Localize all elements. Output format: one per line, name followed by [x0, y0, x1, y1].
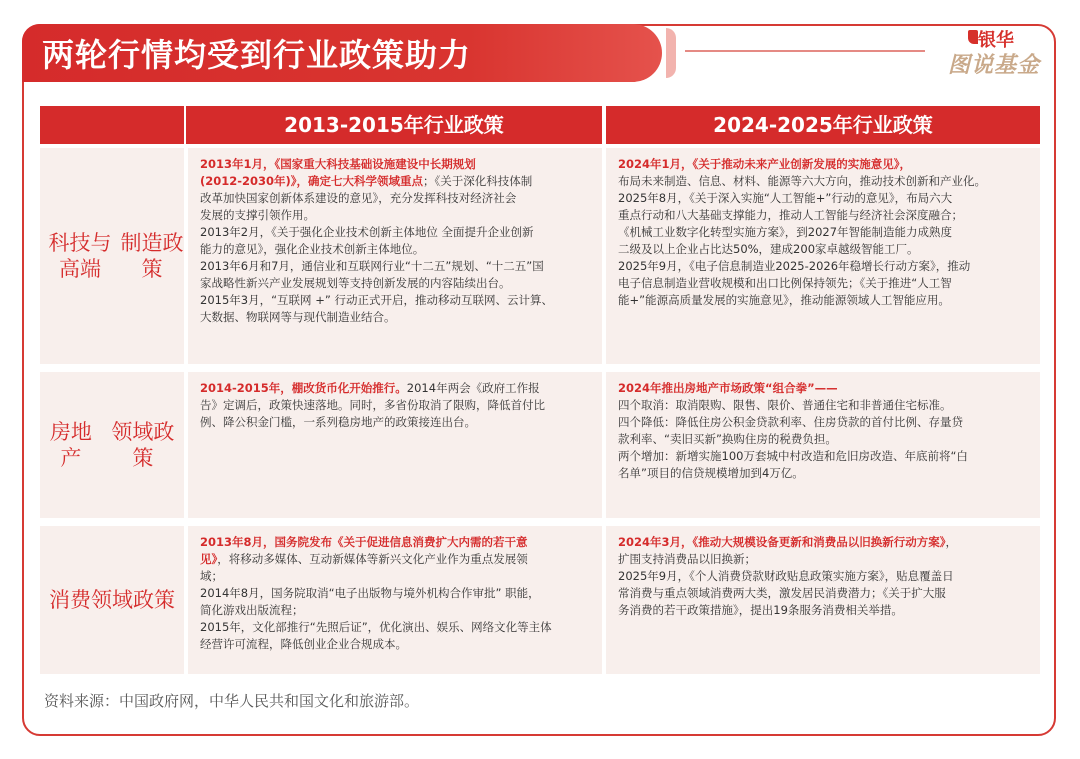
- policy-text-line: [200, 414, 592, 431]
- policy-text: 2025年8月，《关于深入实施“人工智能+”行动的意见》，布局六大: [618, 191, 953, 205]
- policy-text-line: [200, 602, 592, 619]
- policy-cell-2024-2025: [606, 526, 1040, 674]
- policy-text: 大数据、物联网等与现代制造业结合。: [200, 310, 396, 324]
- policy-text-line: [200, 224, 592, 241]
- policy-text-line: [618, 258, 1030, 275]
- policy-text-line: [200, 309, 592, 326]
- policy-text: 四个取消：取消限购、限售、限价、普通住宅和非普通住宅标准。: [618, 398, 952, 412]
- policy-text-line: [618, 224, 1030, 241]
- policy-highlight: 2013年1月，《国家重大科技基础设施建设中长期规划: [200, 157, 476, 171]
- policy-cell-2024-2025: [606, 372, 1040, 518]
- policy-text: 2013年6月和7月，通信业和互联网行业“十二五”规划、“十二五”国: [200, 259, 544, 273]
- policy-text: 家战略性新兴产业发展规划等支持创新发展的内容陆续出台。: [200, 276, 511, 290]
- policy-text: 经营许可流程，降低创业企业合规成本。: [200, 637, 407, 651]
- policy-text-line: [200, 551, 592, 568]
- policy-highlight: 2024年推出房地产市场政策“组合拳”——: [618, 381, 838, 395]
- policy-text-line: [618, 275, 1030, 292]
- policy-text-line: [200, 534, 592, 551]
- row-category: [40, 148, 184, 364]
- policy-text-line: [200, 258, 592, 275]
- category-label-line: 领域政策: [111, 420, 175, 470]
- policy-text: 告》定调后，政策快速落地。同时，多省份取消了限购，降低首付比: [200, 398, 545, 412]
- title-underline: [685, 50, 925, 52]
- policy-text-line: [200, 636, 592, 653]
- policy-text: 2013年2月，《关于强化企业技术创新主体地位 全面提升企业创新: [200, 225, 534, 239]
- table-header-2024-2025: 2024-2025年行业政策: [606, 106, 1040, 144]
- policy-text: 例、降公积金门槛，一系列稳房地产的政策接连出台。: [200, 415, 476, 429]
- policy-cell-2024-2025: [606, 148, 1040, 364]
- policy-text: 重点行动和八大基础支撑能力，推动人工智能与经济社会深度融合；: [618, 208, 963, 222]
- policy-text-line: [200, 380, 592, 397]
- policy-highlight: 2024年1月，《关于推动未来产业创新发展的实施意见》，: [618, 157, 912, 171]
- policy-cell-2013-2015: [188, 148, 602, 364]
- policy-highlight: 2024年3月，《推动大规模设备更新和消费品以旧换新行动方案》: [618, 535, 946, 549]
- category-label-line: 科技与高端: [48, 231, 112, 281]
- policy-text: 名单”项目的信贷规模增加到4万亿。: [618, 466, 804, 480]
- brand-logo: [948, 26, 1058, 76]
- policy-text-line: [618, 207, 1030, 224]
- table-header-2013-2015: 2013-2015年行业政策: [186, 106, 602, 144]
- policy-highlight: 2013年8月，国务院发布《关于促进信息消费扩大内需的若干意: [200, 535, 528, 549]
- policy-text: 2025年9月，《电子信息制造业2025-2026年稳增长行动方案》，推动: [618, 259, 971, 273]
- policy-text: 二级及以上企业占比达50%，建成200家卓越级智能工厂。: [618, 242, 919, 256]
- policy-text-line: [618, 173, 1030, 190]
- policy-text: 布局未来制造、信息、材料、能源等六大方向，推动技术创新和产业化。: [618, 174, 986, 188]
- policy-text: 2015年，文化部推行“先照后证”，优化演出、娱乐、网络文化等主体: [200, 620, 552, 634]
- policy-text: 常消费与重点领域消费两大类，激发居民消费潜力；《关于扩大服: [618, 586, 946, 600]
- policy-text-line: [618, 380, 1030, 397]
- source-note: 资料来源：中国政府网，中华人民共和国文化和旅游部。: [44, 692, 420, 710]
- policy-text: 《机械工业数字化转型实施方案》，到2027年智能制造能力成熟度: [618, 225, 953, 239]
- policy-text: 2014年两会《政府工作报: [406, 381, 540, 395]
- category-label-line: 房地产: [49, 420, 92, 470]
- policy-highlight: 2014-2015年，棚改货币化开始推行。: [200, 381, 407, 395]
- policy-text: 发展的支撑引领作用。: [200, 208, 315, 222]
- policy-text-line: [618, 431, 1030, 448]
- category-label-line: 领域政策: [91, 588, 175, 612]
- policy-text: 2014年8月，国务院取消“电子出版物与境外机构合作审批” 职能，: [200, 586, 540, 600]
- policy-text: 2015年3月，“互联网 +” 行动正式开启，推动移动互联网、云计算、: [200, 293, 553, 307]
- policy-text-line: [200, 619, 592, 636]
- policy-text: 务消费的若干政策措施》，提出19条服务消费相关举措。: [618, 603, 903, 617]
- policy-text-line: [618, 448, 1030, 465]
- policy-highlight: (2012-2030年)》，确定七大科学领域重点: [200, 174, 424, 188]
- policy-text: 款利率、“卖旧买新”换购住房的税费负担。: [618, 432, 837, 446]
- policy-text-line: [618, 585, 1030, 602]
- policy-text: 能力的意见》，强化企业技术创新主体地位。: [200, 242, 425, 256]
- policy-text: 两个增加：新增实施100万套城中村改造和危旧房改造、年底前将“白: [618, 449, 968, 463]
- policy-text-line: [618, 414, 1030, 431]
- table-header-corner: [40, 106, 184, 144]
- policy-cell-2013-2015: [188, 372, 602, 518]
- policy-text-line: [200, 156, 592, 173]
- policy-text: 2025年9月，《个人消费贷款财政贴息政策实施方案》，贴息覆盖日: [618, 569, 954, 583]
- logo-mark-icon: [968, 30, 978, 44]
- policy-text-line: [618, 602, 1030, 619]
- policy-highlight: 见》: [200, 552, 218, 566]
- policy-text-line: [618, 292, 1030, 309]
- policy-text: 域；: [200, 569, 223, 583]
- row-category: [40, 372, 184, 518]
- policy-text-line: [200, 292, 592, 309]
- policy-text: 扩围支持消费品以旧换新；: [618, 552, 756, 566]
- policy-text-line: [200, 190, 592, 207]
- policy-text: ；《关于深化科技体制: [423, 174, 533, 188]
- policy-text-line: [618, 568, 1030, 585]
- policy-text: 四个降低：降低住房公积金贷款利率、住房贷款的首付比例、存量贷: [618, 415, 963, 429]
- policy-text-line: [200, 568, 592, 585]
- policy-text: ，将移动多媒体、互动新媒体等新兴文化产业作为重点发展领: [217, 552, 528, 566]
- policy-text-line: [618, 190, 1030, 207]
- page-title: 两轮行情均受到行业政策助力: [42, 36, 472, 74]
- policy-text-line: [618, 534, 1030, 551]
- policy-text-line: [200, 173, 592, 190]
- policy-text-line: [200, 207, 592, 224]
- policy-text-line: [618, 156, 1030, 173]
- policy-text-line: [200, 585, 592, 602]
- policy-text-line: [618, 241, 1030, 258]
- policy-text-line: [200, 275, 592, 292]
- policy-text: ，: [945, 535, 958, 549]
- row-category: [40, 526, 184, 674]
- policy-text-line: [200, 241, 592, 258]
- category-label-line: 消费: [49, 588, 91, 612]
- category-label-line: 制造政策: [120, 231, 184, 281]
- policy-text-line: [200, 397, 592, 414]
- logo-bottom-text: 图说基金: [948, 53, 1041, 78]
- policy-cell-2013-2015: [188, 526, 602, 674]
- policy-text-line: [618, 397, 1030, 414]
- policy-text: 能+”能源高质量发展的实施意见》，推动能源领域人工智能应用。: [618, 293, 950, 307]
- policy-text: 简化游戏出版流程；: [200, 603, 304, 617]
- logo-top-text: 银华: [978, 30, 1014, 51]
- policy-text-line: [618, 465, 1030, 482]
- policy-text: 改革加快国家创新体系建设的意见》，充分发挥科技对经济社会: [200, 191, 517, 205]
- policy-text-line: [618, 551, 1030, 568]
- policy-text: 电子信息制造业营收规模和出口比例保持领先；《关于推进“人工智: [618, 276, 952, 290]
